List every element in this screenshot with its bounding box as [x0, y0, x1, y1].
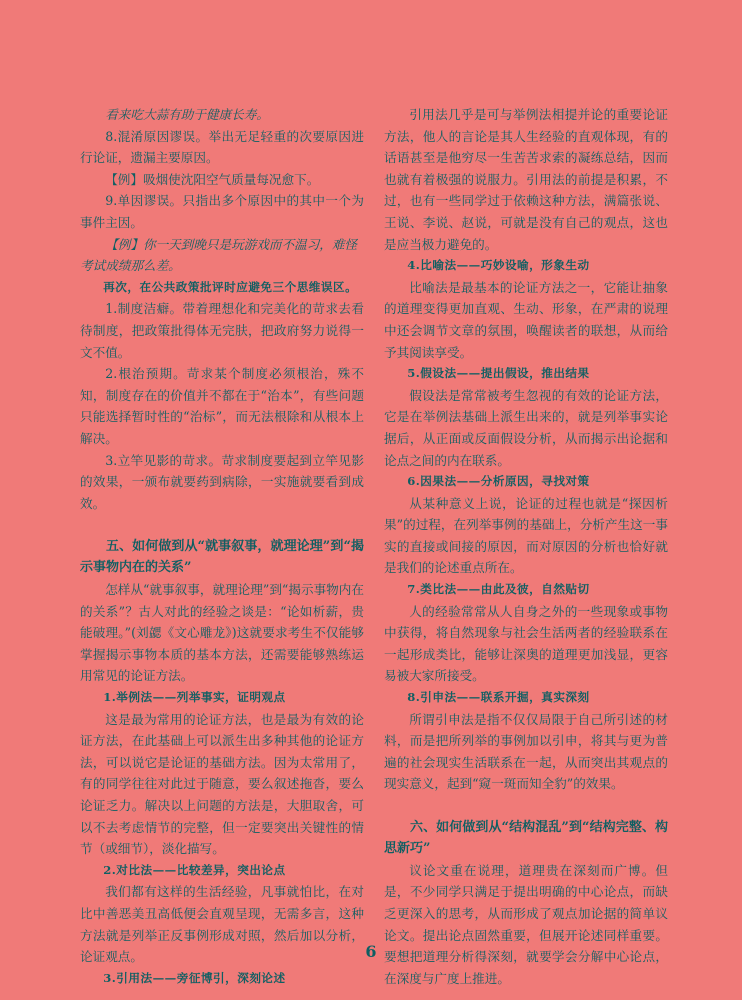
- paragraph: 人的经验常常从人自身之外的一些现象或事物中获得，将自然现象与社会生活两者的经验联系在一起形成类比，能够让深奥的道理更加浅显，更容易被大家所接受。: [384, 603, 668, 684]
- subheading: 2.对比法——比较差异，突出论点: [103, 862, 286, 877]
- paragraph: 9.单因谬误。只指出多个原因中的其中一个为事件主因。: [80, 193, 364, 230]
- paragraph: 怎样从“就事叙事，就理论理”到“揭示事物内在的关系”？古人对此的经验之谈是：“论如析薪，贵能破理。”(刘勰《文心雕龙》)这就要求考生不仅能够掌握揭示事物本质的基本方法，还需要能够熟练运用常见的论证方法。: [80, 582, 364, 684]
- subheading: 3.引用法——旁征博引，深刻论述: [103, 970, 286, 985]
- spacer: [384, 795, 668, 817]
- right-column: [384, 104, 668, 989]
- example-line: 【例】你一天到晚只是玩游戏而不温习，难怪考试成绩那么差。: [80, 236, 358, 274]
- spacer: [80, 514, 364, 536]
- paragraph: 假设法是常常被考生忽视的有效的论证方法，它是在举例法基础上派生出来的，就是列举事实论据后，从正面或反面假设分析，从而揭示出论据和论点之间的内在联系。: [384, 387, 668, 468]
- paragraph: 看来吃大蒜有助于健康长寿。: [105, 107, 269, 122]
- subheading: 5.假设法——提出假设，推出结果: [407, 366, 590, 381]
- subheading: 再次，在公共政策批评时应避免三个思维误区。: [103, 279, 358, 294]
- subheading: 4.比喻法——巧妙设喻，形象生动: [407, 258, 590, 273]
- subheading: 8.引申法——联系开掘，真实深刻: [407, 690, 590, 705]
- paragraph: 所谓引申法是指不仅仅局限于自己所引述的材料，而是把所列举的事例加以引申，将其与更为普遍的社会现实生活联系在一起，从而突出其观点的现实意义，起到“窥一斑而知全豹”的效果。: [384, 711, 668, 792]
- paragraph: 8.混淆原因谬误。举出无足轻重的次要原因进行论证，遗漏主要原因。: [80, 128, 364, 166]
- paragraph: 比喻法是最基本的论证方法之一，它能让抽象的道理变得更加直观、生动、形象，在严肃的说理中还会调节文章的氛围，唤醒读者的联想，从而给予其阅读享受。: [384, 279, 668, 360]
- subheading: 1.举例法——列举事实，证明观点: [103, 690, 286, 705]
- paragraph: 这是最为常用的论证方法，也是最为有效的论证方法，在此基础上可以派生出多种其他的论证方法，可以说它是论证的基础方法。因为太常用了，有的同学往往对此过于随意，要么叙述拖沓，要么论证乏力。解决以上问题的方法是，大胆取舍，可以不去考虑情节的完整，但一定要突出关键性的情节（或细节），淡化描写。: [80, 711, 364, 857]
- paragraph: 3.立竿见影的苛求。苛求制度要起到立竿见影的效果，一颁布就要药到病除，一实施就要看到成效。: [80, 452, 364, 511]
- section-heading: 六、如何做到从“结构混乱”到“结构完整、构思新巧”: [384, 819, 668, 857]
- paragraph: 从某种意义上说，论证的过程也就是“探因析果”的过程，在列举事例的基础上，分析产生这一事实的直接或间接的原因，而对原因的分析也恰好就是我们的论述重点所在。: [384, 495, 668, 576]
- left-column: [80, 104, 364, 989]
- paragraph: 1.制度洁癖。带着理想化和完美化的苛求去看待制度，把政策批得体无完肤，把政府努力说得一文不值。: [80, 301, 364, 360]
- subheading: 7.类比法——由此及彼，自然贴切: [407, 582, 590, 597]
- section-heading: 五、如何做到从“就事叙事，就理论理”到“揭示事物内在的关系”: [80, 538, 364, 576]
- page-number: 6: [365, 942, 377, 961]
- paragraph: 引用法几乎是可与举例法相提并论的重要论证方法，他人的言论是其人生经验的直观体现，有的话语甚至是他穷尽一生苦苦求索的凝练总结，因而也就有着极强的说服力。引用法的前提是积累，不过，也有一些同学过于依赖这种方法，满篇张说、王说、李说、赵说，可就是没有自己的观点，这也是应当极力避免的。: [384, 107, 668, 252]
- example-line: 【例】吸烟使沈阳空气质量每况愈下。: [105, 171, 320, 187]
- paragraph: 2.根治预期。苛求某个制度必须根治，殊不知，制度存在的价值并不都在于“治本”，有些问题只能选择暂时性的“治标”，而无法根除和从根本上解决。: [80, 366, 364, 446]
- paragraph: 我们都有这样的生活经验，凡事就怕比，在对比中善恶美丑高低便会直观呈现，无需多言，这种方法就是列举正反事例形成对照，然后加以分析，论证观点。: [80, 884, 364, 965]
- subheading: 6.因果法——分析原因，寻找对策: [407, 474, 590, 489]
- paragraph: 议论文重在说理，道理贵在深刻而广博。但是，不少同学只满足于提出明确的中心论点，而缺乏更深入的思考，从而形成了观点加论据的简单议论文。提出论点固然重要，但展开论述同样重要。要想把道理分析得深刻，就要学会分解中心论点，在深度与广度上推进。: [384, 862, 668, 986]
